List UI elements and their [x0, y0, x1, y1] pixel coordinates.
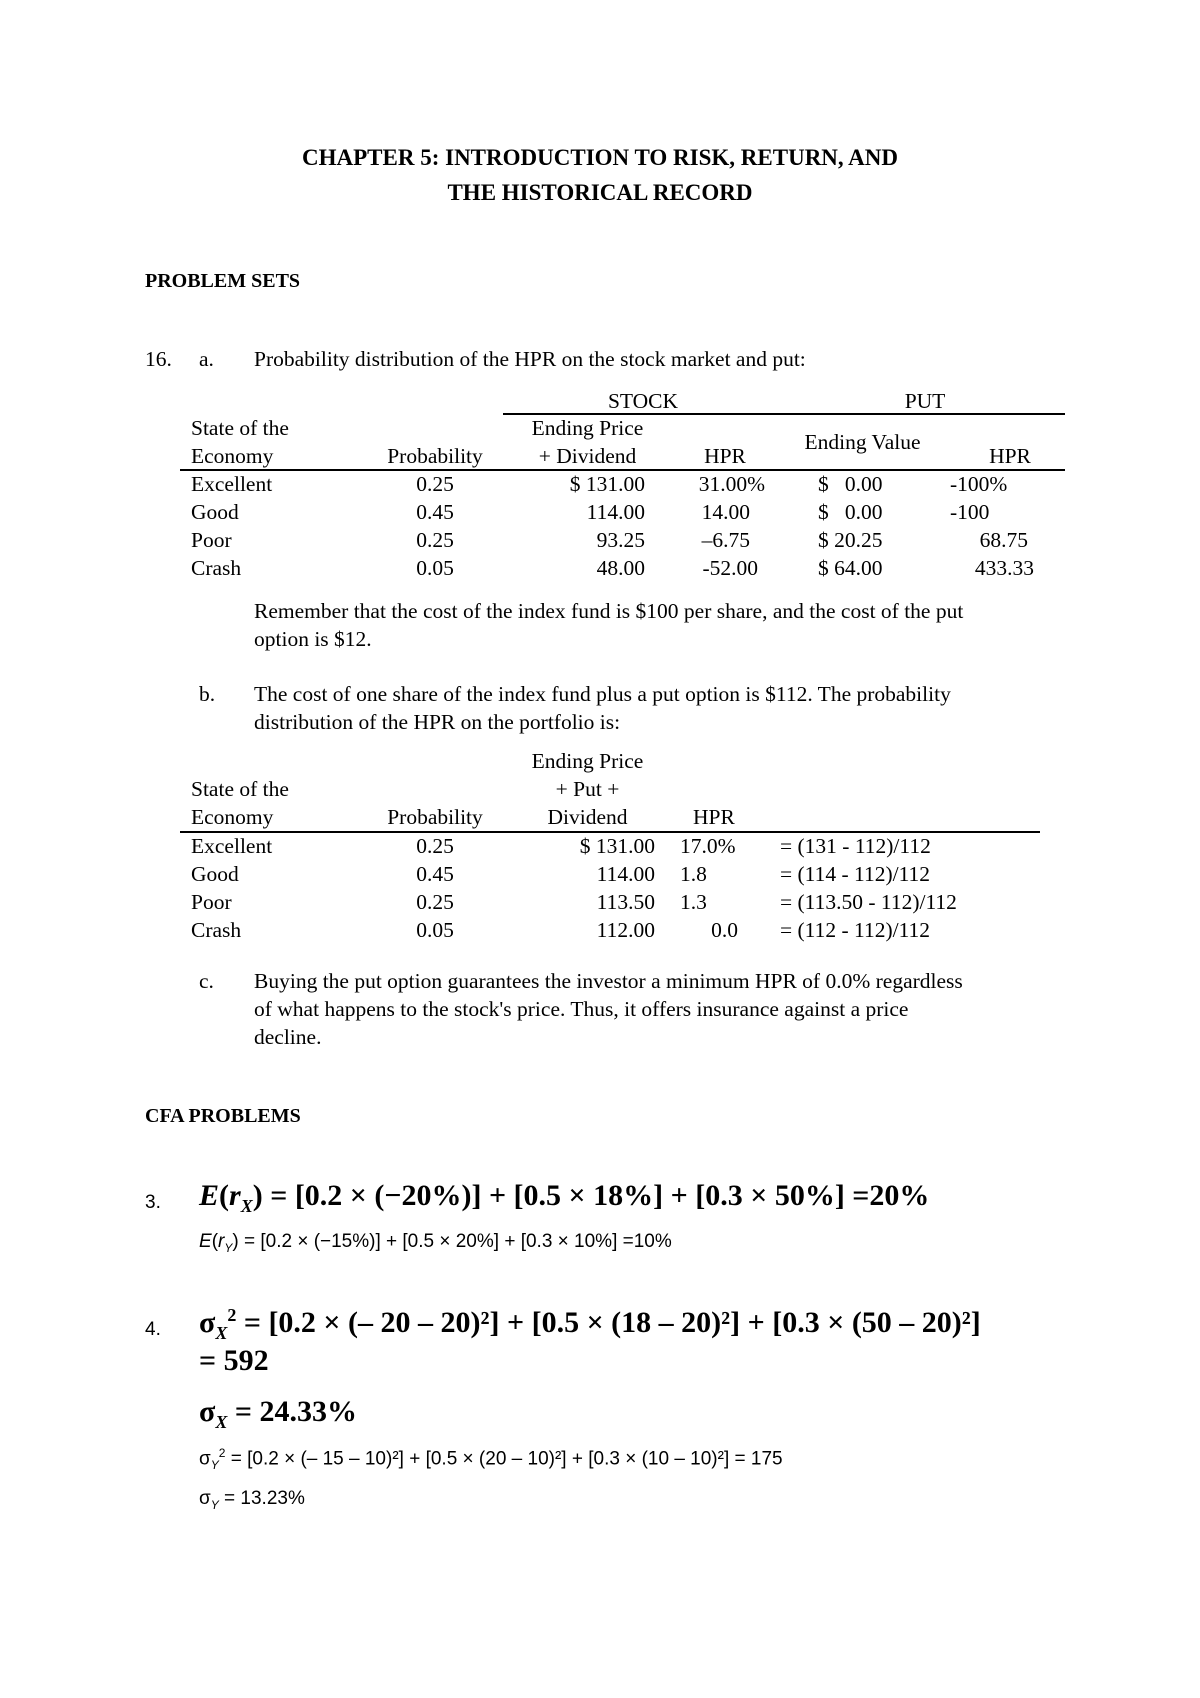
std-dev-y-value: = 13.23% [224, 1488, 305, 1509]
cell-state: Poor [191, 890, 232, 914]
part-a-text: Probability distribution of the HPR on the stock market and put: [254, 347, 806, 371]
expected-return-y: $E(r_Y) = [0.2 \times (-15\%)] + [0.5 \times 20\%] + [0.3 \times 10\%] =10\%$ [199, 1231, 672, 1255]
cell-hpr: 1.8 [680, 862, 707, 886]
problem-number-3: 3. [145, 1192, 161, 1213]
std-dev-x-value: = 24.33% [234, 1395, 357, 1428]
col-header-state-2: Economy [191, 444, 274, 468]
section-heading-cfa-problems: CFA PROBLEMS [145, 1105, 301, 1127]
cell-probability: 0.25 [416, 472, 454, 496]
cell-probability: 0.05 [416, 556, 454, 580]
cell-state: Excellent [191, 472, 273, 496]
cell-state: Good [191, 862, 239, 886]
variance-x-result: = 592 [199, 1344, 269, 1377]
cell-state: Good [191, 500, 239, 524]
std-dev-y: $\sigma_Y = 13.23\%$ [199, 1488, 305, 1512]
cell-ending-price: 114.00 [596, 862, 655, 886]
part-letter-c: c. [199, 969, 214, 993]
cell-ending-price: 93.25 [596, 528, 645, 552]
cell-state: Crash [191, 918, 242, 942]
part-c-text-line3: decline. [254, 1025, 322, 1049]
col-header-hpr-stock: HPR [704, 444, 746, 468]
cell-hpr: -52.00 [702, 556, 758, 580]
cell-calc: = (113.50 - 112)/112 [780, 890, 957, 914]
part-b-text-line1: The cost of one share of the index fund plus a put option is $112. The probability [254, 682, 951, 706]
expected-return-y-formula: = [0.2 × (−15%)] + [0.5 × 20%] + [0.3 × 10%] =10% [243, 1231, 672, 1252]
col-header-hpr: HPR [693, 805, 735, 829]
variance-x: $\sigma_X^2 = [0.2$ × (– 20 – 20)²] + [0.5 × (18 – 20)²] + [0.3 × (50 – 20)²] [199, 1305, 981, 1343]
cell-calc: = (131 - 112)/112 [780, 834, 931, 858]
variance-y-formula: = [0.2 × (– 15 – 10)²] + [0.5 × (20 – 10)²] + [0.3 × (10 – 10)²] = 175 [230, 1448, 783, 1470]
cell-calc: = (112 - 112)/112 [780, 918, 931, 942]
cell-put-value: $ 0.00 [818, 472, 883, 496]
col-header-state-1: State of the [191, 777, 289, 801]
cell-ending-price: $ 131.00 [579, 834, 655, 858]
expected-return-x-formula: = [0.2 × (−20%)] + [0.5 × 18%] + [0.3 × 50%] =20% [270, 1179, 930, 1212]
cell-ending-price: 112.00 [596, 918, 655, 942]
col-header-ending-price-3: Dividend [547, 805, 628, 829]
cell-probability: 0.25 [416, 890, 454, 914]
variance-x-formula: = [0.2 × (– 20 – 20)²] + [0.5 × (18 – 20)²] + [0.3 × (50 – 20)²] [243, 1306, 981, 1339]
cell-put-hpr: 433.33 [974, 556, 1034, 580]
section-heading-problem-sets: PROBLEM SETS [145, 270, 301, 292]
cell-put-hpr: 68.75 [979, 528, 1028, 552]
cell-calc: = (114 - 112)/112 [780, 862, 931, 886]
cell-state: Crash [191, 556, 242, 580]
problem-number-16: 16. [145, 347, 172, 371]
cell-hpr: 17.0% [680, 834, 736, 858]
col-header-hpr-put: HPR [989, 444, 1031, 468]
cell-hpr: 14.00 [701, 500, 750, 524]
cell-state: Excellent [191, 834, 273, 858]
col-header-ending-price-1: Ending Price [531, 416, 644, 440]
cell-hpr: 1.3 [680, 890, 707, 914]
problem-number-4: 4. [145, 1319, 161, 1340]
col-header-ending-value: Ending Value [804, 430, 921, 454]
cell-put-value: $ 64.00 [818, 556, 883, 580]
cell-put-value: $ 0.00 [818, 500, 883, 524]
cell-hpr: 0.0 [711, 918, 738, 942]
std-dev-x: $\sigma_X = 24.33\%$ [199, 1395, 357, 1432]
cell-ending-price: 114.00 [586, 500, 645, 524]
part-c-text-line1: Buying the put option guarantees the investor a minimum HPR of 0.0% regardless [254, 969, 963, 993]
col-header-probability: Probability [387, 444, 483, 468]
variance-y: $\sigma_Y^2 = [0.2$ × (– 15 – 10)²] + [0.5 × (20 – 10)²] + [0.3 × (10 – 10)²] = 175 [199, 1446, 783, 1473]
cell-hpr: –6.75 [701, 528, 750, 552]
cell-probability: 0.25 [416, 528, 454, 552]
cell-ending-price: 48.00 [596, 556, 645, 580]
cell-ending-price: 113.50 [596, 890, 655, 914]
cell-probability: 0.25 [416, 834, 454, 858]
part-letter-a: a. [199, 347, 214, 371]
expected-return-x: $E(r_X) = [0.2 \times (-20\%)] + [0.5 \times 18\%] + [0.3 \times 50\%] =20\%$ [199, 1179, 930, 1216]
group-header-put: PUT [904, 389, 946, 413]
part-letter-b: b. [199, 682, 216, 706]
cell-put-value: $ 20.25 [818, 528, 883, 552]
chapter-title-line2: THE HISTORICAL RECORD [447, 180, 753, 205]
part-c-text-line2: of what happens to the stock's price. Thus, it offers insurance against a price [254, 997, 909, 1021]
col-header-state-2: Economy [191, 805, 274, 829]
col-header-ending-price-1: Ending Price [531, 749, 644, 773]
cell-state: Poor [191, 528, 232, 552]
col-header-probability: Probability [387, 805, 483, 829]
col-header-ending-price-2: + Put + [555, 777, 620, 801]
part-a-note-line2: option is $12. [254, 627, 372, 651]
col-header-state-1: State of the [191, 416, 289, 440]
cell-probability: 0.45 [416, 500, 454, 524]
cell-probability: 0.05 [416, 918, 454, 942]
cell-probability: 0.45 [416, 862, 454, 886]
cell-hpr: 31.00% [698, 472, 765, 496]
part-a-note-line1: Remember that the cost of the index fund is $100 per share, and the cost of the put [254, 599, 964, 623]
col-header-ending-price-2: + Dividend [538, 444, 637, 468]
cell-ending-price: $ 131.00 [569, 472, 645, 496]
group-header-stock: STOCK [607, 389, 679, 413]
chapter-title-line1: CHAPTER 5: INTRODUCTION TO RISK, RETURN, AND [302, 145, 898, 170]
part-b-text-line2: distribution of the HPR on the portfolio is: [254, 710, 621, 734]
cell-put-hpr: -100 [950, 500, 990, 524]
cell-put-hpr: -100% [950, 472, 1008, 496]
